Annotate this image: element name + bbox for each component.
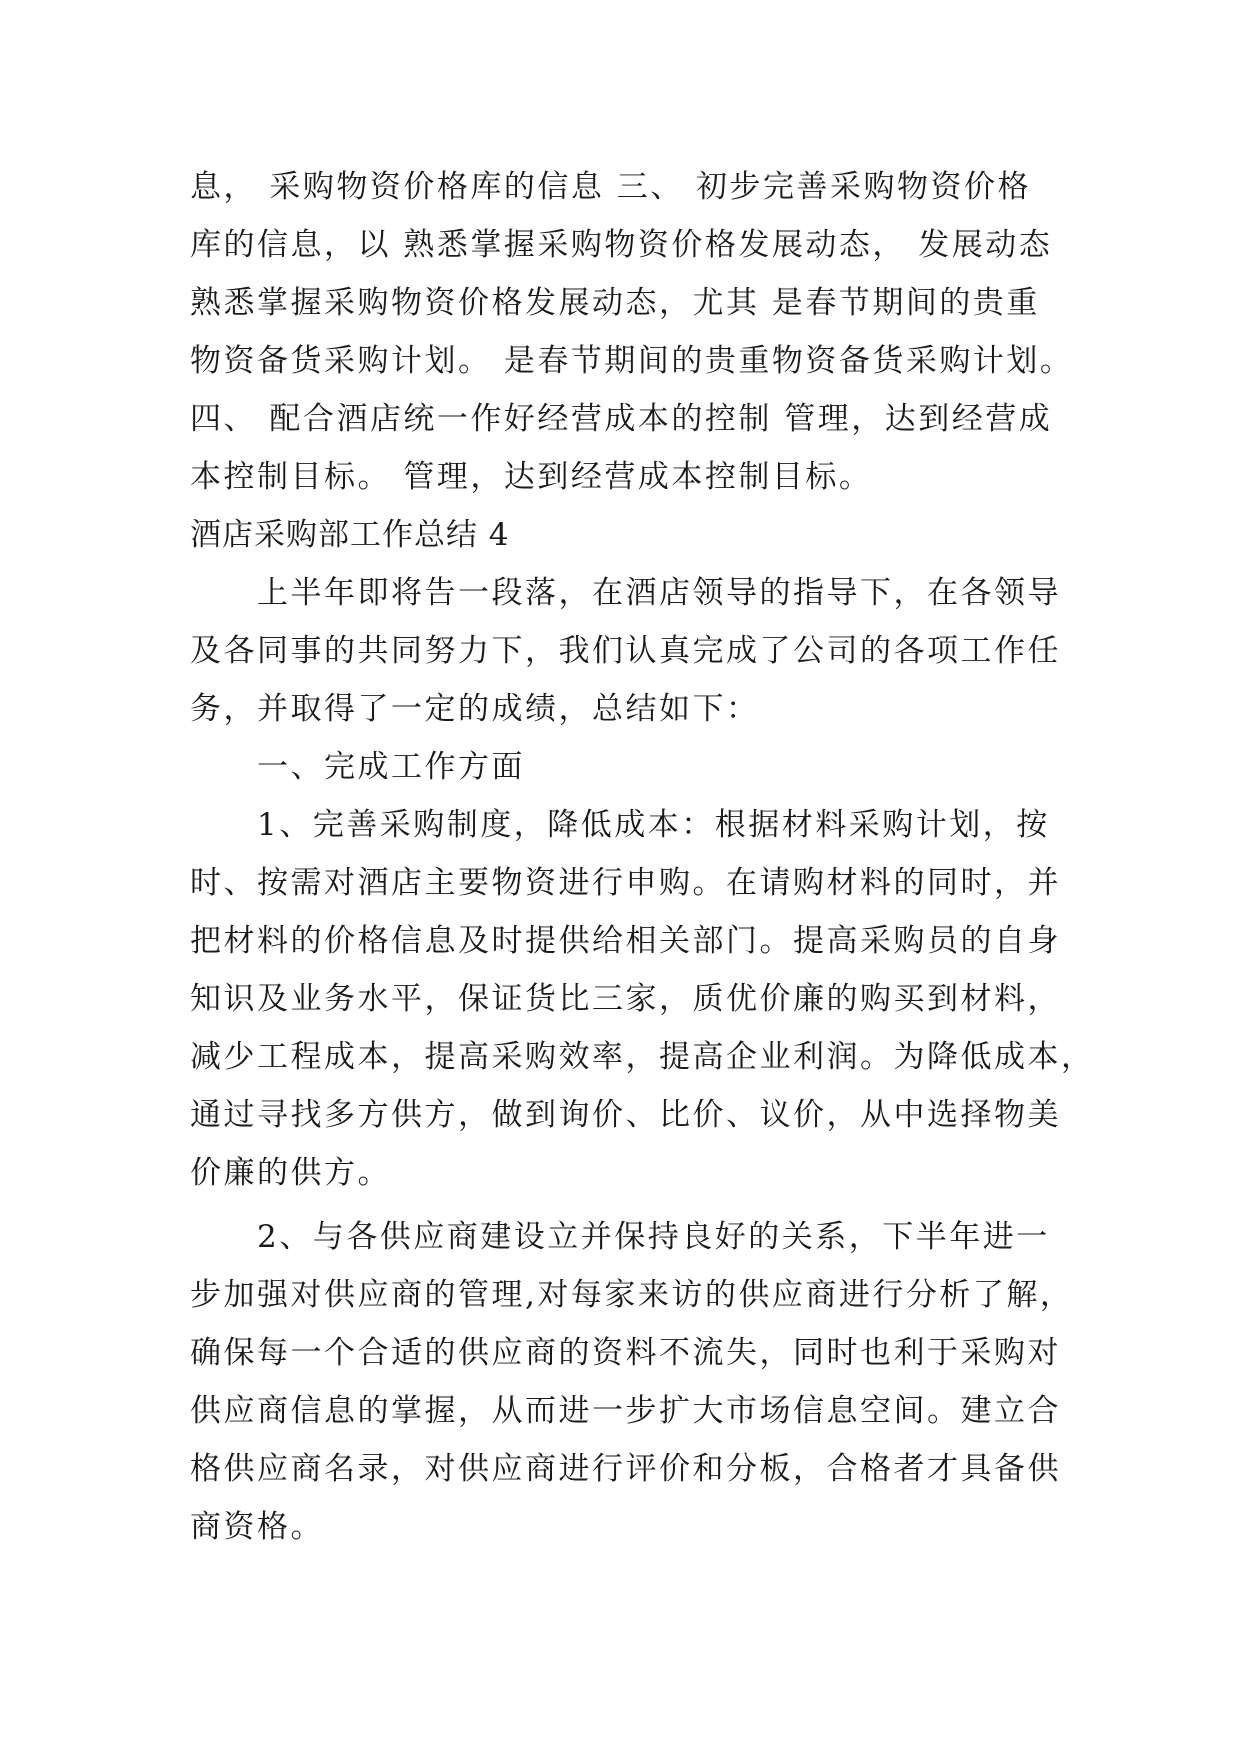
continued-paragraph [190,158,1074,506]
text-line: 四、 配合酒店统一作好经营成本的控制 管理，达到经营成 [190,401,1053,437]
text-line: 供应商信息的掌握，从而进一步扩大市场信息空间。建立合 [190,1393,1061,1429]
text-line: 2、与各供应商建设立并保持良好的关系，下半年进一 [190,1219,1050,1255]
subsection-heading: 一、完成工作方面 [190,749,525,785]
text-line: 步加强对供应商的管理,对每家来访的供应商进行分析了解， [190,1277,1074,1313]
text-line: 减少工程成本，提高采购效率，提高企业利润。为降低成本， [190,1039,1095,1075]
text-line: 把材料的价格信息及时提供给相关部门。提高采购员的自身 [190,923,1061,959]
text-line: 物资备货采购计划。 是春节期间的贵重物资备货采购计划。 [190,343,1074,379]
text-line: 及各同事的共同努力下，我们认真完成了公司的各项工作任 [190,633,1061,669]
text-line: 确保每一个合适的供应商的资料不流失，同时也利于采购对 [190,1335,1061,1371]
intro-paragraph [190,564,1070,738]
text-line: 通过寻找多方供方，做到询价、比价、议价，从中选择物美 [190,1097,1061,1133]
text-line: 本控制目标。 管理，达到经营成本控制目标。 [190,459,873,495]
text-line: 息， 采购物资价格库的信息 三、 初步完善采购物资价格 [190,169,1032,205]
text-line: 价廉的供方。 [190,1155,391,1191]
text-line: 知识及业务水平，保证货比三家，质优价廉的购买到材料， [190,981,1061,1017]
text-line: 格供应商名录，对供应商进行评价和分板，合格者才具备供 [190,1451,1061,1487]
text-line: 时、按需对酒店主要物资进行申购。在请购材料的同时，并 [190,865,1061,901]
text-line: 库的信息，以 熟悉掌握采购物资价格发展动态， 发展动态 [190,227,1053,263]
text-line: 上半年即将告一段落，在酒店领导的指导下，在各领导 [190,575,1061,611]
document-page [190,158,1095,1556]
text-line: 1、完善采购制度，降低成本：根据材料采购计划，按 [190,807,1050,843]
section-heading: 酒店采购部工作总结 4 [190,517,510,553]
item-2-paragraph [190,1208,1074,1556]
text-line: 务，并取得了一定的成绩，总结如下： [190,691,760,727]
item-1-paragraph [190,796,1095,1202]
text-line: 熟悉掌握采购物资价格发展动态，尤其 是春节期间的贵重 [190,285,1040,321]
text-line: 商资格。 [190,1509,324,1545]
